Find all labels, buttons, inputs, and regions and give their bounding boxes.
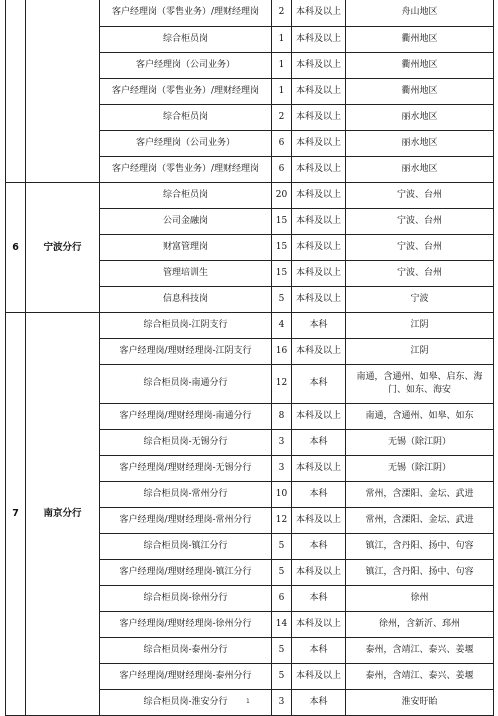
count-cell: 14 <box>272 611 292 637</box>
education-cell: 本科及以上 <box>292 507 346 533</box>
position-cell: 客户经理岗（零售业务）/理财经理岗 <box>100 78 272 104</box>
count-cell: 6 <box>272 156 292 182</box>
work-area-cell: 丽水地区 <box>346 104 494 130</box>
count-cell: 1 <box>272 52 292 78</box>
work-area-cell: 丽水地区 <box>346 156 494 182</box>
table-row <box>6 182 494 208</box>
count-cell: 10 <box>272 481 292 507</box>
count-cell: 6 <box>272 130 292 156</box>
education-cell: 本科及以上 <box>292 455 346 481</box>
branch-name-cell: 宁波分行 <box>26 182 100 312</box>
education-cell: 本科 <box>292 429 346 455</box>
education-cell: 本科及以上 <box>292 286 346 312</box>
table-body <box>6 0 494 715</box>
work-area-cell: 徐州 <box>346 585 494 611</box>
count-cell: 3 <box>272 455 292 481</box>
work-area-cell: 衢州地区 <box>346 26 494 52</box>
position-cell: 信息科技岗 <box>100 286 272 312</box>
education-cell: 本科及以上 <box>292 182 346 208</box>
count-cell: 20 <box>272 182 292 208</box>
education-cell: 本科及以上 <box>292 104 346 130</box>
count-cell: 5 <box>272 286 292 312</box>
recruitment-table <box>5 0 494 716</box>
position-cell: 综合柜员岗-南通分行 <box>100 364 272 403</box>
position-cell: 客户经理岗/理财经理岗-江阴支行 <box>100 338 272 364</box>
education-cell: 本科及以上 <box>292 403 346 429</box>
position-cell: 客户经理岗/理财经理岗-徐州分行 <box>100 611 272 637</box>
position-cell: 客户经理岗/理财经理岗-无锡分行 <box>100 455 272 481</box>
position-cell: 财富管理岗 <box>100 234 272 260</box>
table-row <box>6 0 494 26</box>
position-cell: 客户经理岗（零售业务）/理财经理岗 <box>100 0 272 26</box>
education-cell: 本科及以上 <box>292 234 346 260</box>
work-area-cell: 无锡（除江阴） <box>346 455 494 481</box>
education-cell: 本科及以上 <box>292 156 346 182</box>
position-cell: 客户经理岗/理财经理岗-南通分行 <box>100 403 272 429</box>
education-cell: 本科 <box>292 312 346 338</box>
work-area-cell: 宁波 <box>346 286 494 312</box>
education-cell: 本科及以上 <box>292 0 346 26</box>
work-area-cell: 常州，含溧阳、金坛、武进 <box>346 507 494 533</box>
count-cell: 8 <box>272 403 292 429</box>
count-cell: 1 <box>272 26 292 52</box>
position-cell: 管理培训生 <box>100 260 272 286</box>
education-cell: 本科 <box>292 533 346 559</box>
work-area-cell: 泰州，含靖江、泰兴、姜堰 <box>346 663 494 689</box>
position-cell: 综合柜员岗-泰州分行 <box>100 637 272 663</box>
position-cell: 综合柜员岗-江阴支行 <box>100 312 272 338</box>
education-cell: 本科 <box>292 585 346 611</box>
education-cell: 本科 <box>292 637 346 663</box>
count-cell: 3 <box>272 689 292 715</box>
education-cell: 本科及以上 <box>292 78 346 104</box>
count-cell: 4 <box>272 312 292 338</box>
count-cell: 6 <box>272 585 292 611</box>
count-cell: 5 <box>272 559 292 585</box>
work-area-cell: 江阴 <box>346 338 494 364</box>
work-area-cell: 镇江，含丹阳、扬中、句容 <box>346 559 494 585</box>
work-area-cell: 泰州，含靖江、泰兴、姜堰 <box>346 637 494 663</box>
work-area-cell: 宁波、台州 <box>346 260 494 286</box>
branch-name-cell <box>26 0 100 182</box>
education-cell: 本科及以上 <box>292 611 346 637</box>
work-area-cell: 衢州地区 <box>346 52 494 78</box>
count-cell: 1 <box>272 78 292 104</box>
work-area-cell: 南通，含通州、如皋、如东 <box>346 403 494 429</box>
education-cell: 本科及以上 <box>292 559 346 585</box>
work-area-cell: 徐州，含新沂、邳州 <box>346 611 494 637</box>
work-area-cell: 宁波、台州 <box>346 208 494 234</box>
position-cell: 综合柜员岗-无锡分行 <box>100 429 272 455</box>
count-cell: 5 <box>272 663 292 689</box>
group-number-cell <box>6 0 26 182</box>
position-cell: 综合柜员岗 <box>100 182 272 208</box>
position-cell: 综合柜员岗-镇江分行 <box>100 533 272 559</box>
work-area-cell: 无锡（除江阴） <box>346 429 494 455</box>
position-cell: 公司金融岗 <box>100 208 272 234</box>
count-cell: 2 <box>272 104 292 130</box>
work-area-cell: 常州，含溧阳、金坛、武进 <box>346 481 494 507</box>
work-area-cell: 镇江，含丹阳、扬中、句容 <box>346 533 494 559</box>
count-cell: 12 <box>272 507 292 533</box>
work-area-cell: 舟山地区 <box>346 0 494 26</box>
count-cell: 3 <box>272 429 292 455</box>
branch-name-cell: 南京分行 <box>26 312 100 715</box>
count-cell: 15 <box>272 208 292 234</box>
work-area-cell: 丽水地区 <box>346 130 494 156</box>
position-cell: 综合柜员岗 <box>100 104 272 130</box>
position-cell: 综合柜员岗-徐州分行 <box>100 585 272 611</box>
education-cell: 本科及以上 <box>292 130 346 156</box>
work-area-cell: 宁波、台州 <box>346 234 494 260</box>
count-cell: 15 <box>272 260 292 286</box>
work-area-cell: 衢州地区 <box>346 78 494 104</box>
education-cell: 本科及以上 <box>292 208 346 234</box>
work-area-cell: 江阴 <box>346 312 494 338</box>
position-cell: 客户经理岗/理财经理岗-常州分行 <box>100 507 272 533</box>
page-footer-mark: 1 <box>246 698 250 705</box>
position-cell: 客户经理岗/理财经理岗-镇江分行 <box>100 559 272 585</box>
position-cell: 客户经理岗（零售业务）/理财经理岗 <box>100 156 272 182</box>
position-cell: 综合柜员岗-常州分行 <box>100 481 272 507</box>
count-cell: 5 <box>272 533 292 559</box>
work-area-cell: 宁波、台州 <box>346 182 494 208</box>
group-number-cell: 7 <box>6 312 26 715</box>
count-cell: 5 <box>272 637 292 663</box>
education-cell: 本科 <box>292 481 346 507</box>
education-cell: 本科及以上 <box>292 338 346 364</box>
position-cell: 客户经理岗（公司业务） <box>100 130 272 156</box>
education-cell: 本科及以上 <box>292 26 346 52</box>
position-cell: 客户经理岗（公司业务） <box>100 52 272 78</box>
education-cell: 本科及以上 <box>292 663 346 689</box>
count-cell: 15 <box>272 234 292 260</box>
education-cell: 本科及以上 <box>292 52 346 78</box>
education-cell: 本科及以上 <box>292 260 346 286</box>
count-cell: 2 <box>272 0 292 26</box>
count-cell: 12 <box>272 364 292 403</box>
position-cell: 综合柜员岗 <box>100 26 272 52</box>
work-area-cell: 淮安盱眙 <box>346 689 494 715</box>
position-cell: 客户经理岗/理财经理岗-泰州分行 <box>100 663 272 689</box>
education-cell: 本科 <box>292 364 346 403</box>
table-row <box>6 312 494 338</box>
education-cell: 本科 <box>292 689 346 715</box>
work-area-cell: 南通，含通州、如皋、启东、海门、如东、海安 <box>346 364 494 403</box>
position-cell: 综合柜员岗-淮安分行 <box>100 689 272 715</box>
count-cell: 16 <box>272 338 292 364</box>
group-number-cell: 6 <box>6 182 26 312</box>
